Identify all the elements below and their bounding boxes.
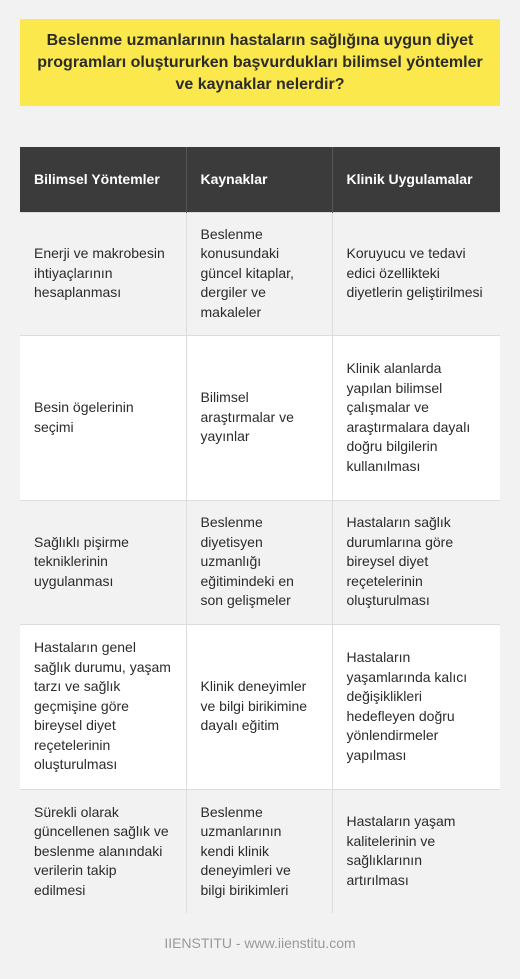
table-cell: Beslenme uzmanlarının kendi klinik deneyimleri ve bilgi birikimleri bbox=[186, 789, 332, 913]
table-cell: Sağlıklı pişirme tekniklerinin uygulanması bbox=[20, 500, 186, 624]
table-row bbox=[20, 789, 500, 913]
table-cell: Hastaların genel sağlık durumu, yaşam tarzı ve sağlık geçmişine göre bireysel diyet reçetelerinin oluşturulması bbox=[20, 624, 186, 789]
table-row bbox=[20, 500, 500, 624]
data-table bbox=[20, 147, 500, 913]
table-cell: Hastaların sağlık durumlarına göre bireysel diyet reçetelerinin oluşturulması bbox=[332, 500, 500, 624]
table-cell: Sürekli olarak güncellenen sağlık ve beslenme alanındaki verilerin takip edilmesi bbox=[20, 789, 186, 913]
table-cell: Hastaların yaşam kalitelerinin ve sağlıklarının artırılması bbox=[332, 789, 500, 913]
column-header-methods: Bilimsel Yöntemler bbox=[20, 147, 186, 212]
table-cell: Besin ögelerinin seçimi bbox=[20, 335, 186, 500]
table-row bbox=[20, 212, 500, 335]
column-header-sources: Kaynaklar bbox=[186, 147, 332, 212]
table-row bbox=[20, 335, 500, 500]
title-banner bbox=[20, 19, 500, 106]
table-cell: Bilimsel araştırmalar ve yayınlar bbox=[186, 335, 332, 500]
table-row bbox=[20, 624, 500, 789]
table-cell: Beslenme diyetisyen uzmanlığı eğitimindeki en son gelişmeler bbox=[186, 500, 332, 624]
table-cell: Koruyucu ve tedavi edici özellikteki diyetlerin geliştirilmesi bbox=[332, 212, 500, 335]
table-header-row bbox=[20, 147, 500, 212]
table-cell: Klinik deneyimler ve bilgi birikimine dayalı eğitim bbox=[186, 624, 332, 789]
column-header-clinical: Klinik Uygulamalar bbox=[332, 147, 500, 212]
table-cell: Klinik alanlarda yapılan bilimsel çalışmalar ve araştırmalara dayalı doğru bilgilerin kullanılması bbox=[332, 335, 500, 500]
table-cell: Hastaların yaşamlarında kalıcı değişiklikleri hedefleyen doğru yönlendirmeler yapılması bbox=[332, 624, 500, 789]
page-title: Beslenme uzmanlarının hastaların sağlığına uygun diyet programları oluştururken başvurdukları bilimsel yöntemler ve kaynaklar nelerdir? bbox=[37, 31, 483, 93]
footer-credit: IIENSTITU - www.iienstitu.com bbox=[164, 935, 356, 951]
table-cell: Enerji ve makrobesin ihtiyaçlarının hesaplanması bbox=[20, 212, 186, 335]
table-cell: Beslenme konusundaki güncel kitaplar, dergiler ve makaleler bbox=[186, 212, 332, 335]
